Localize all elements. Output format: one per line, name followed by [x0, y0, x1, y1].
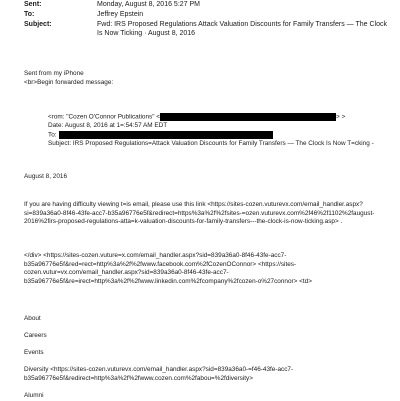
nav-alumni: Alumni — [24, 392, 44, 399]
subject-label: Subject: — [24, 21, 52, 28]
forwarded-subject-line: Subject: IRS Proposed Regulations=Attack Valuation Discounts for Family Transfers — The Clock Is Now T=cking - — [48, 140, 374, 148]
forwarded-from-suffix: > > — [335, 113, 346, 121]
sent-label: Sent: — [24, 1, 42, 8]
nav-events: Events — [24, 349, 44, 356]
begin-forwarded-line: <br>Begin forwarded message: — [24, 78, 114, 86]
social-links-paragraph: </div> <https://sites-cozen.vuture=x.com/email_handler.aspx?sid=839a36a0-8f46-43fe-acc7-b35a96776e5f&red=rect=http%3a%2f%2fwww.facebook.com%2fCozenOConnor> <https://sites-cozen.vutur=vx.com/email_handler.aspx?sid=839a36a0-8f46-43fe-acc7-b35a96776e5f&re=irect=http%3a%2f%2fwww.linkedin.com%2fcompany%2fcozen-o%27connor> <td> — [24, 252, 312, 285]
intro — [24, 70, 384, 87]
forwarded-subject-cont: August 8, 2016 — [24, 173, 67, 180]
difficulty-viewing-paragraph: If you are having difficulty viewing t=is email, please use this link <https://sites-cozen.vuturevx.com/email_handler.aspx?si=839a36a0-8f46-43fe-acc7-b35a96776e5f&redirect=https%3a%2f%2fsites-=ozen.vuturevx.com%2f46%2f1102%2faugust-2016%2firs-proposed-regulations-atta=k-valuation-discounts-for-family-transfers---the-clock-is-now-ticking.asp> . — [24, 201, 375, 226]
nav-careers: Careers — [24, 332, 47, 339]
redaction-bar — [160, 113, 336, 121]
to-value: Jeffrey Epstein — [97, 11, 144, 18]
forwarded-to-line — [48, 131, 378, 140]
nav-about: About — [24, 315, 41, 322]
forwarded-from-prefix: <rom: "Cozen O'Connor Publications" < — [48, 113, 160, 121]
to-label: To: — [24, 11, 35, 18]
forwarded-from-line — [48, 113, 378, 122]
forwarded-header — [48, 113, 378, 149]
redaction-bar — [59, 131, 273, 139]
sent-row — [24, 0, 393, 9]
forwarded-to-label: To: — [48, 131, 57, 139]
sent-value: Monday, August 8, 2016 5:27 PM — [97, 1, 200, 8]
nav-diversity: Diversity <https://sites-cozen.vuturevx.com/email_handler.aspx?sid=839a36a0-=f46-43fe-acc7-b35a96776e5f&redirect=http%3a%2f%2fwww.cozen.com%2fabou=%2fdiversity> — [24, 366, 294, 382]
subject-value: Fwd: IRS Proposed Regulations Attack Valuation Discounts for Family Transfers — The Clock Is Now Ticking · August 8, 2016 — [97, 21, 387, 38]
forwarded-date-line: Date: August 8, 2016 at 1=:54:57 AM EDT — [48, 122, 168, 130]
sent-from-line: Sent from my iPhone — [24, 70, 84, 77]
subject-row — [24, 20, 393, 39]
to-row — [24, 10, 393, 19]
